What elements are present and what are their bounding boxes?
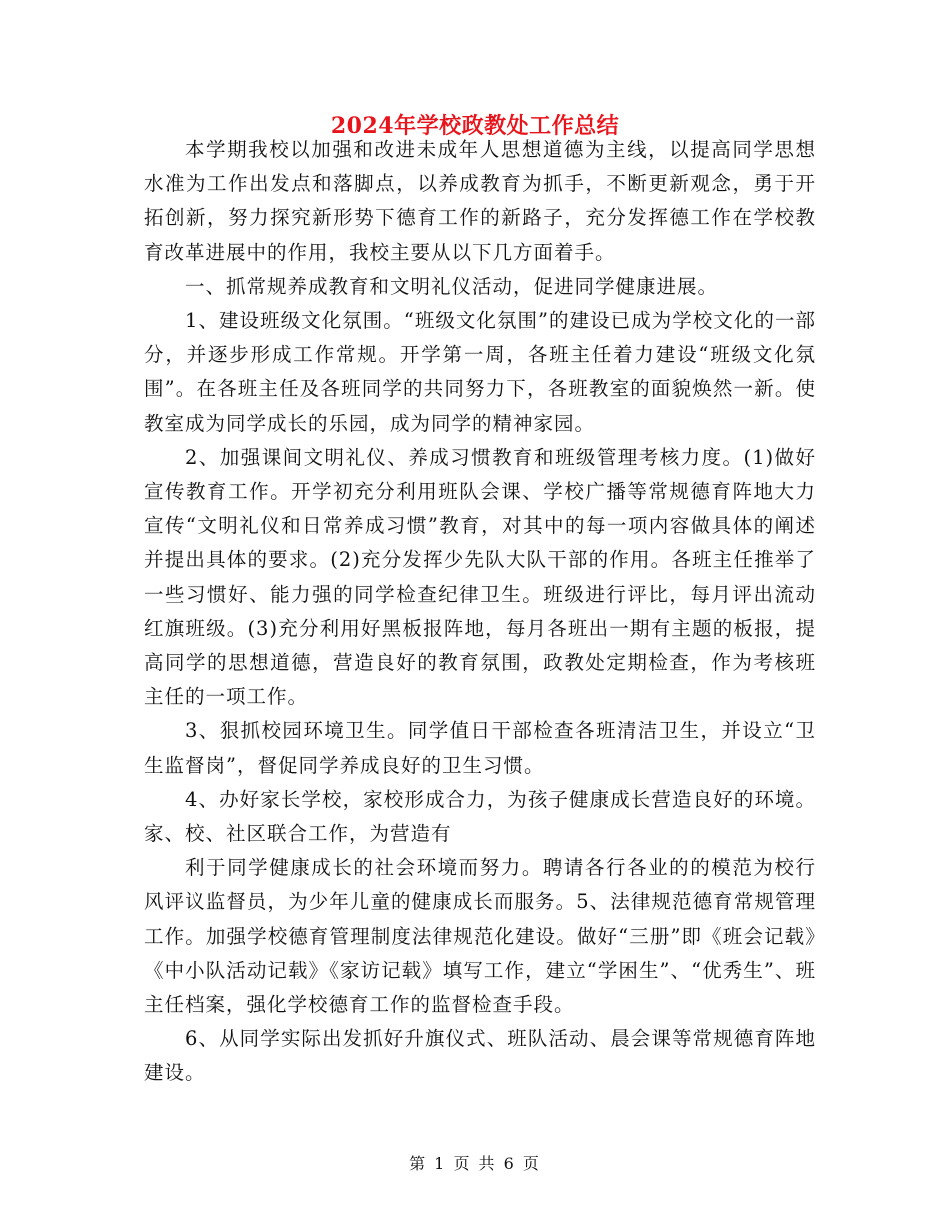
paragraph-item-2: 2、加强课间文明礼仪、养成习惯教育和班级管理考核力度。(1)做好宣传教育工作。开学初充分利用班队会课、学校广播等常规德育阵地大力宣传“文明礼仪和日常养成习惯”教育，对其中的每一项内容做具体的阐述并提出具体的要求。(2)充分发挥少先队大队干部的作用。各班主任推举了一些习惯好、能力强的同学检查纪律卫生。班级进行评比，每月评出流动红旗班级。(3)充分利用好黑板报阵地，每月各班出一期有主题的板报，提高同学的思想道德，营造良好的教育氛围，政教处定期检查，作为考核班主任的一项工作。 (144, 445, 816, 709)
paragraph-section-heading: 一、抓常规养成教育和文明礼仪活动，促进同学健康进展。 (185, 274, 719, 298)
paragraph-item-1: 1、建设班级文化氛围。“班级文化氛围”的建设已成为学校文化的一部分，并逐步形成工作常规。开学第一周，各班主任着力建设“班级文化氛围”。在各班主任及各班同学的共同努力下，各班教室的面貌焕然一新。使教室成为同学成长的乐园，成为同学的精神家园。 (144, 309, 816, 435)
document-title: 2024年学校政教处工作总结 (330, 113, 620, 139)
document-body (144, 133, 816, 1091)
paragraph-intro: 本学期我校以加强和改进未成年人思想道德为主线，以提高同学思想水准为工作出发点和落脚点，以养成教育为抓手，不断更新观念，勇于开拓创新，努力探究新形势下德育工作的新路子，充分发挥德工作在学校教育改革进展中的作用，我校主要从以下几方面着手。 (144, 138, 816, 264)
page-number-footer: 第 1 页 共 6 页 (409, 1154, 541, 1173)
paragraph-item-3: 3、狠抓校园环境卫生。同学值日干部检查各班清洁卫生，并设立“卫生监督岗”，督促同学养成良好的卫生习惯。 (144, 719, 816, 777)
paragraph-item-6: 6、从同学实际出发抓好升旗仪式、班队活动、晨会课等常规德育阵地建设。 (144, 1027, 816, 1085)
paragraph-item-4-continued: 利于同学健康成长的社会环境而努力。聘请各行各业的的模范为校行风评议监督员，为少年儿童的健康成长而服务。5、法律规范德育常规管理工作。加强学校德育管理制度法律规范化建设。做好“三册”即《班会记载》《中小队活动记载》《家访记载》填写工作，建立“学困生”、“优秀生”、班主任档案，强化学校德育工作的监督检查手段。 (144, 856, 816, 1017)
paragraph-item-4: 4、办好家长学校，家校形成合力，为孩子健康成长营造良好的环境。家、校、社区联合工作，为营造有 (144, 787, 816, 846)
